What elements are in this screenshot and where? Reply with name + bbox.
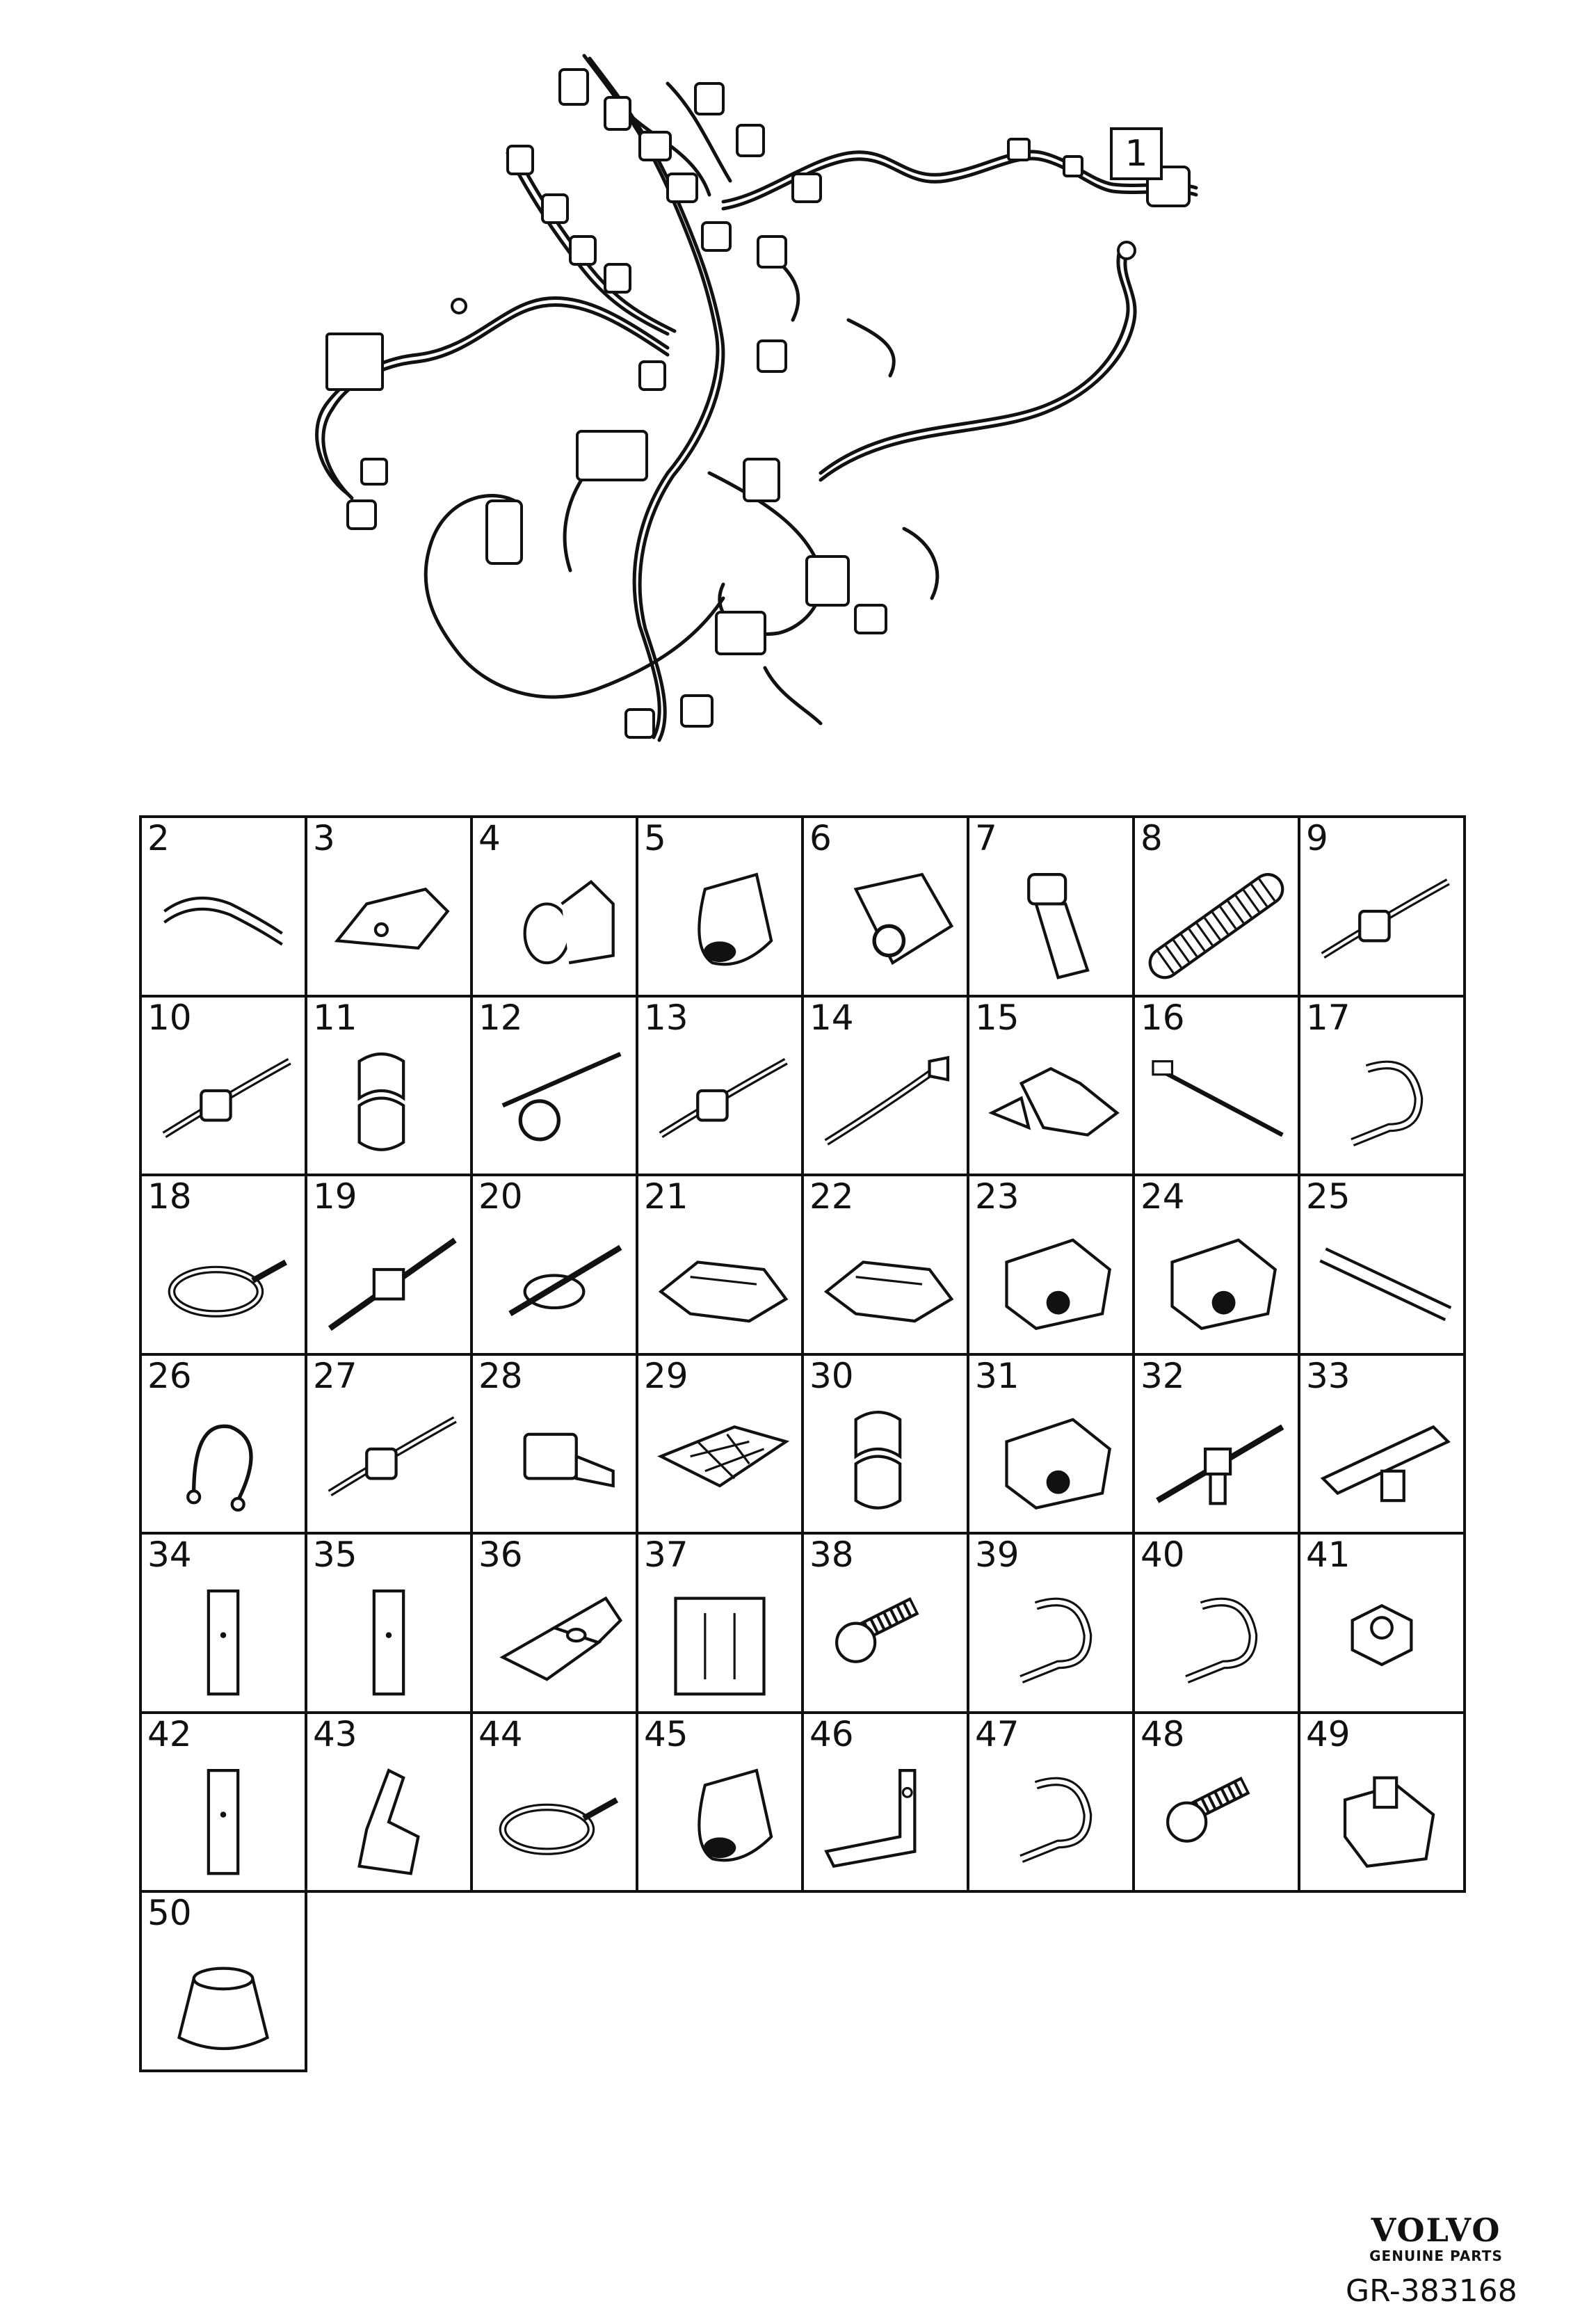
- part-number-label: 42: [147, 1713, 192, 1754]
- part-number-label: 11: [313, 997, 357, 1038]
- part-cell-42: [142, 1714, 307, 1893]
- part-cell-9: [1300, 818, 1466, 998]
- brand-tagline: GENUINE PARTS: [1369, 2248, 1503, 2264]
- part-cell-41: [1300, 1535, 1466, 1714]
- part-number-label: 45: [644, 1713, 688, 1754]
- part-number-label: 17: [1306, 997, 1351, 1038]
- part-cell-3: [307, 818, 473, 998]
- part-number-label: 14: [809, 997, 854, 1038]
- part-number-label: 24: [1140, 1176, 1185, 1217]
- part-number-label: 34: [147, 1535, 192, 1576]
- part-number-label: 19: [313, 1176, 357, 1217]
- part-cell-14: [804, 998, 969, 1177]
- part-number-label: 48: [1140, 1713, 1185, 1754]
- part-cell-11: [307, 998, 473, 1177]
- part-cell-7: [969, 818, 1135, 998]
- part-number-label: 8: [1140, 818, 1163, 858]
- part-number-label: 39: [975, 1535, 1019, 1576]
- part-cell-44: [473, 1714, 638, 1893]
- part-number-label: 21: [644, 1176, 688, 1217]
- part-number-label: 4: [478, 818, 501, 858]
- part-number-label: 40: [1140, 1535, 1185, 1576]
- item-1-callout: [1110, 127, 1163, 180]
- part-number-label: 12: [478, 997, 523, 1038]
- part-cell-15: [969, 998, 1135, 1177]
- item-1-label: 1: [1125, 133, 1148, 175]
- part-cell-49: [1300, 1714, 1466, 1893]
- part-cell-4: [473, 818, 638, 998]
- part-cell-31: [969, 1356, 1135, 1535]
- part-number-label: 41: [1306, 1535, 1351, 1576]
- part-cell-47: [969, 1714, 1135, 1893]
- part-number-label: 33: [1306, 1355, 1351, 1396]
- part-cell-27: [307, 1356, 473, 1535]
- part-number-label: 38: [809, 1535, 854, 1576]
- part-cell-33: [1300, 1356, 1466, 1535]
- part-number-label: 7: [975, 818, 997, 858]
- part-cell-48: [1135, 1714, 1300, 1893]
- part-number-label: 44: [478, 1713, 523, 1754]
- part-cell-5: [638, 818, 804, 998]
- part-cell-23: [969, 1176, 1135, 1356]
- part-cell-10: [142, 998, 307, 1177]
- part-cell-25: [1300, 1176, 1466, 1356]
- part-cell-35: [307, 1535, 473, 1714]
- part-number-label: 47: [975, 1713, 1019, 1754]
- part-cell-17: [1300, 998, 1466, 1177]
- part-number-label: 35: [313, 1535, 357, 1576]
- part-number-label: 9: [1306, 818, 1328, 858]
- part-cell-30: [804, 1356, 969, 1535]
- part-cell-2: [142, 818, 307, 998]
- part-cell-45: [638, 1714, 804, 1893]
- part-number-label: 16: [1140, 997, 1185, 1038]
- part-cell-8: [1135, 818, 1300, 998]
- part-number-label: 2: [147, 818, 170, 858]
- diagram-reference: GR-383168: [1346, 2273, 1517, 2309]
- part-number-label: 36: [478, 1535, 523, 1576]
- part-number-label: 13: [644, 997, 688, 1038]
- part-cell-18: [142, 1176, 307, 1356]
- brand-logo-text: VOLVO: [1371, 2211, 1501, 2249]
- part-cell-16: [1135, 998, 1300, 1177]
- part-number-label: 22: [809, 1176, 854, 1217]
- part-cell-40: [1135, 1535, 1300, 1714]
- part-number-label: 25: [1306, 1176, 1351, 1217]
- volvo-logo: [1356, 2211, 1516, 2264]
- wiring-harness-illustration: [278, 42, 1252, 758]
- part-cell-32: [1135, 1356, 1300, 1535]
- part-cell-34: [142, 1535, 307, 1714]
- part-cell-43: [307, 1714, 473, 1893]
- part-number-label: 46: [809, 1713, 854, 1754]
- part-number-label: 37: [644, 1535, 688, 1576]
- part-number-label: 15: [975, 997, 1019, 1038]
- part-cell-38: [804, 1535, 969, 1714]
- part-cell-46: [804, 1714, 969, 1893]
- part-number-label: 43: [313, 1713, 357, 1754]
- part-cell-26: [142, 1356, 307, 1535]
- part-number-label: 10: [147, 997, 192, 1038]
- part-number-label: 32: [1140, 1355, 1185, 1396]
- part-cell-39: [969, 1535, 1135, 1714]
- part-number-label: 20: [478, 1176, 523, 1217]
- part-cell-50: [142, 1893, 307, 2072]
- part-number-label: 6: [809, 818, 832, 858]
- part-cell-20: [473, 1176, 638, 1356]
- part-cell-37: [638, 1535, 804, 1714]
- part-cell-12: [473, 998, 638, 1177]
- part-number-label: 31: [975, 1355, 1019, 1396]
- part-cell-13: [638, 998, 804, 1177]
- part-cell-24: [1135, 1176, 1300, 1356]
- parts-grid: [139, 815, 1466, 2072]
- part-number-label: 49: [1306, 1713, 1351, 1754]
- part-cell-36: [473, 1535, 638, 1714]
- part-number-label: 27: [313, 1355, 357, 1396]
- part-cell-6: [804, 818, 969, 998]
- part-number-label: 3: [313, 818, 335, 858]
- wiring-harness-icon: [278, 42, 1252, 758]
- part-number-label: 50: [147, 1893, 192, 1934]
- part-number-label: 29: [644, 1355, 688, 1396]
- part-cell-21: [638, 1176, 804, 1356]
- part-number-label: 28: [478, 1355, 523, 1396]
- part-number-label: 26: [147, 1355, 192, 1396]
- part-cell-19: [307, 1176, 473, 1356]
- part-number-label: 30: [809, 1355, 854, 1396]
- part-cell-29: [638, 1356, 804, 1535]
- part-number-label: 18: [147, 1176, 192, 1217]
- part-cell-28: [473, 1356, 638, 1535]
- part-number-label: 23: [975, 1176, 1019, 1217]
- part-cell-22: [804, 1176, 969, 1356]
- part-number-label: 5: [644, 818, 666, 858]
